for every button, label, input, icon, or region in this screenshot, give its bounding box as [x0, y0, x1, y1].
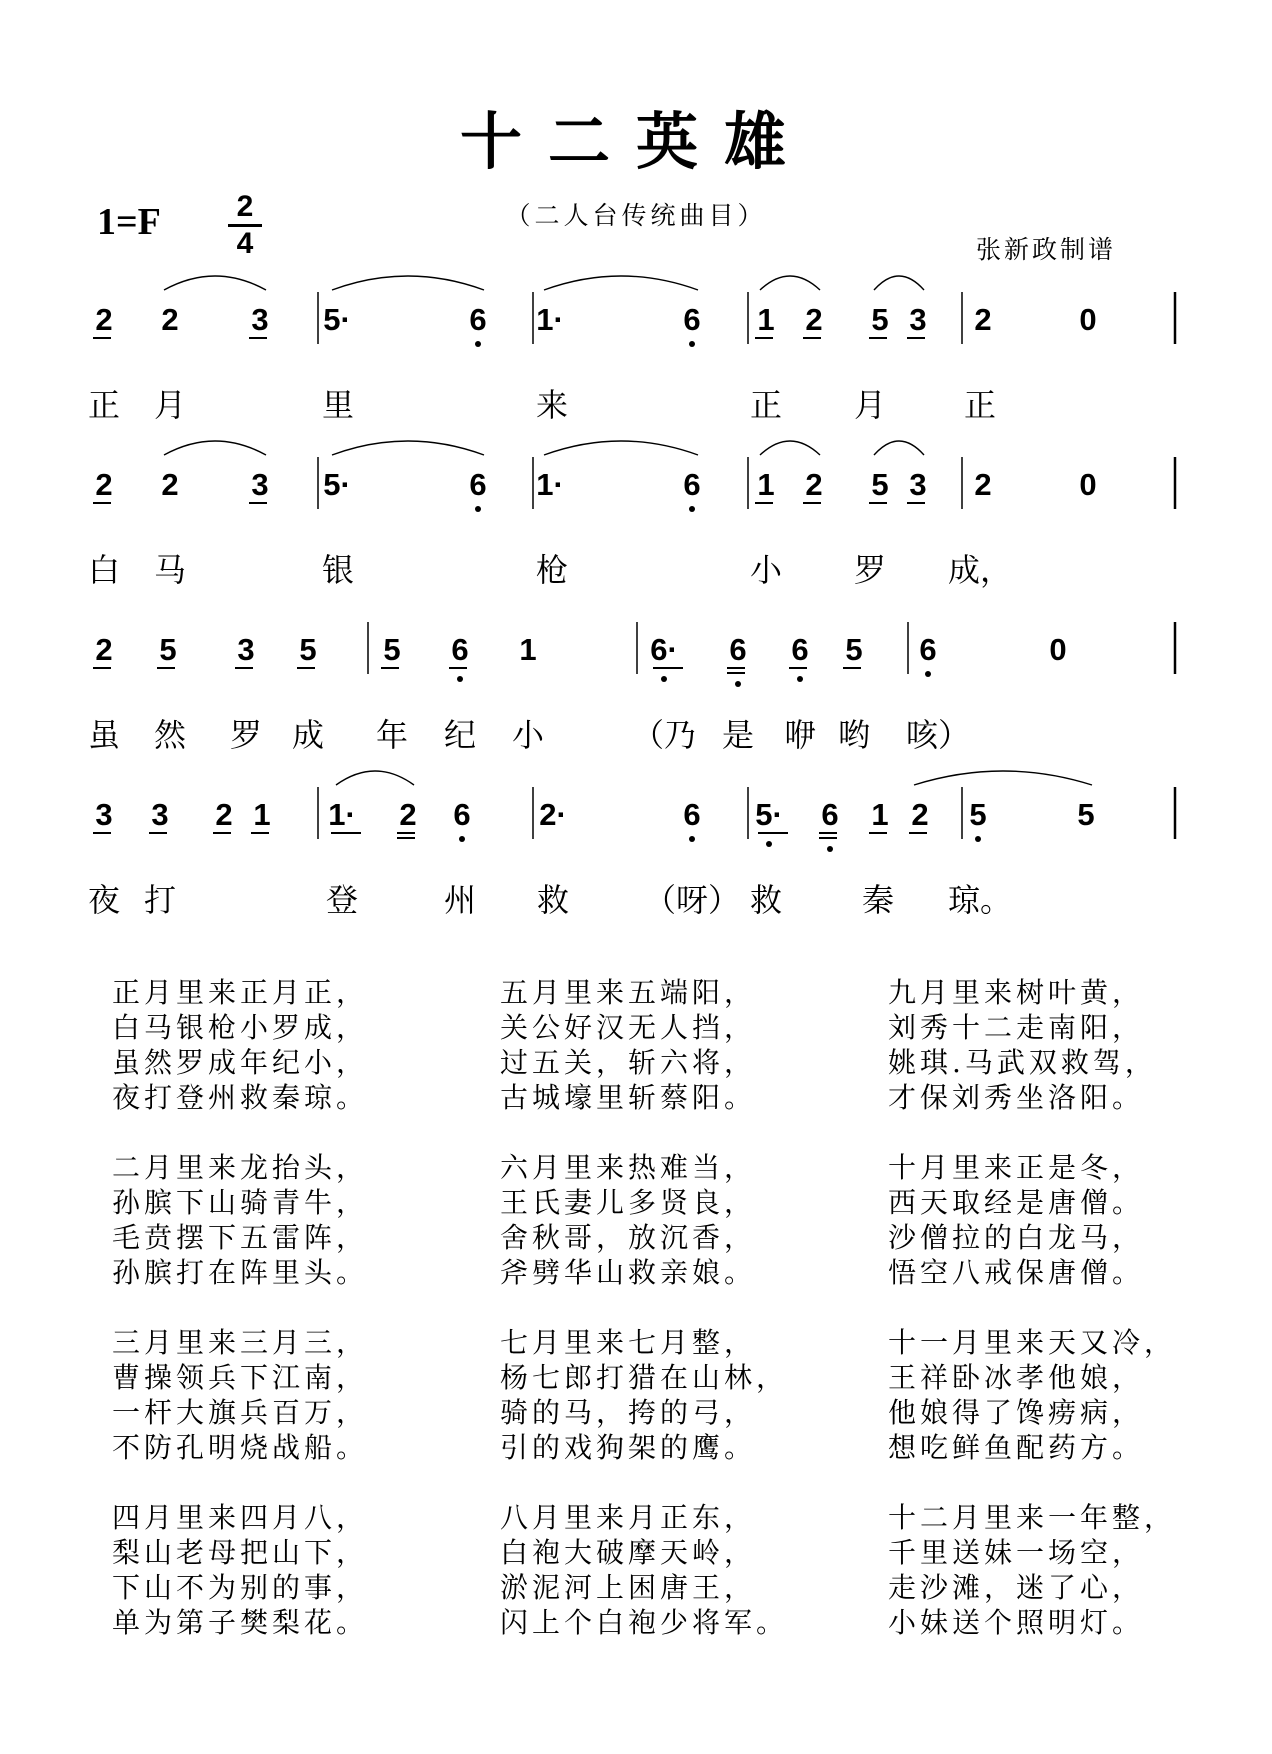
lyric-char: （乃: [631, 716, 697, 754]
time-signature-bottom: 4: [236, 227, 254, 260]
verse-stanza: [500, 975, 756, 1115]
lyric-char: 救: [749, 881, 783, 919]
lyric-char: 哟: [837, 716, 871, 754]
verse-line: 曹操领兵下江南，: [112, 1361, 369, 1394]
note: 6: [683, 302, 701, 337]
verse-stanza: [888, 975, 1157, 1115]
lyric-char: 咳）: [905, 716, 971, 754]
key-signature: 1=F: [97, 201, 161, 243]
verse-line: 引的戏狗架的鹰。: [500, 1431, 757, 1464]
octave-dot: [689, 341, 695, 347]
slur: [164, 276, 266, 290]
note: 5·: [323, 302, 351, 337]
verse-line: 九月里来树叶黄，: [888, 976, 1145, 1009]
verse-line: 斧劈华山救亲娘。: [500, 1256, 757, 1289]
note: 2: [215, 797, 233, 832]
slur: [544, 441, 698, 455]
note: 6: [683, 467, 701, 502]
note: 2: [805, 467, 823, 502]
verse-line: 王氏妻儿多贤良，: [500, 1186, 757, 1219]
verse-line: 杨七郎打猎在山林，: [500, 1361, 789, 1394]
note: 2: [399, 797, 417, 832]
verse-line: 五月里来五端阳，: [500, 976, 757, 1009]
slur: [914, 771, 1092, 785]
lyric-char: 打: [143, 881, 177, 919]
verse-line: 毛贲摆下五雷阵，: [112, 1221, 369, 1254]
verse-line: 八月里来月正东，: [500, 1501, 757, 1534]
verse-line: 正月里来正月正，: [112, 976, 369, 1009]
verse-stanza: [112, 1150, 368, 1290]
verse-stanza: [888, 1500, 1176, 1640]
verse-line: 西天取经是唐僧。: [888, 1186, 1145, 1219]
lyric-char: 小: [749, 551, 783, 589]
verse-line: 夜打登州救秦琼。: [112, 1081, 369, 1114]
note: 5·: [323, 467, 351, 502]
verse-line: 四月里来四月八，: [112, 1501, 369, 1534]
note: 6: [451, 632, 469, 667]
lyric-char: 里: [321, 386, 355, 424]
slur: [544, 276, 698, 290]
lyric-char: （呀）: [643, 881, 741, 919]
note: 5: [299, 632, 317, 667]
octave-dot: [689, 506, 695, 512]
lyric-char: 正: [87, 386, 121, 424]
note: 2: [95, 302, 113, 337]
note: 3: [909, 302, 927, 337]
lyric-char: 登: [325, 881, 359, 919]
note: 3: [251, 302, 269, 337]
lyric-char: 正: [749, 386, 783, 424]
verse-line: 下山不为别的事，: [112, 1571, 369, 1604]
note: 2: [974, 302, 992, 337]
lyric-char: 成: [291, 716, 325, 754]
note: 3: [237, 632, 255, 667]
verse-line: 淤泥河上困唐王，: [500, 1571, 757, 1604]
slur: [874, 276, 924, 290]
note: 2: [911, 797, 929, 832]
note: 5: [969, 797, 987, 832]
verse-line: 才保刘秀坐洛阳。: [888, 1081, 1145, 1114]
slur: [164, 441, 266, 455]
lyric-char: 州: [443, 881, 477, 919]
verse-stanza: [888, 1150, 1144, 1290]
lyric-char: 然: [153, 716, 187, 754]
verse-stanza: [112, 975, 368, 1115]
note: 6: [729, 632, 747, 667]
verse-line: 不防孔明烧战船。: [112, 1431, 369, 1464]
verse-line: 悟空八戒保唐僧。: [888, 1256, 1145, 1289]
octave-dot: [797, 676, 803, 682]
note: 5: [159, 632, 177, 667]
verse-line: 十月里来正是冬，: [888, 1151, 1145, 1184]
verse-line: 过五关，斩六将，: [500, 1046, 757, 1079]
verse-line: 小妹送个照明灯。: [888, 1606, 1145, 1639]
arranger-credit: 张新政制谱: [976, 235, 1117, 264]
slur: [332, 276, 484, 290]
verse-line: 想吃鲜鱼配药方。: [888, 1431, 1145, 1464]
note: 1·: [536, 302, 564, 337]
lyric-char: 月: [853, 386, 887, 424]
lyric-char: 小: [511, 716, 545, 754]
verse-line: 白袍大破摩天岭，: [500, 1536, 757, 1569]
lyric-char: 正: [963, 386, 997, 424]
note: 2: [161, 302, 179, 337]
note: 6: [821, 797, 839, 832]
verse-line: 二月里来龙抬头，: [112, 1151, 369, 1184]
lyric-char: 虽: [87, 716, 121, 754]
lyric-char: 纪: [443, 716, 477, 754]
verse-line: 一杆大旗兵百万，: [112, 1396, 369, 1429]
verse-line: 单为第子樊梨花。: [112, 1606, 369, 1639]
lyric-char: 枪: [535, 551, 569, 589]
lyric-char: 罗: [853, 551, 887, 589]
note: 2: [95, 632, 113, 667]
slur: [874, 441, 924, 455]
lyric-char: 年: [375, 716, 409, 754]
song-subtitle: （二人台传统曲目）: [505, 201, 767, 230]
note: 6: [469, 302, 487, 337]
lyric-char: 琼。: [947, 881, 1013, 919]
song-title: 十二英雄: [459, 105, 812, 178]
note: 6: [453, 797, 471, 832]
note: 3: [151, 797, 169, 832]
verse-line: 孙膑打在阵里头。: [112, 1256, 369, 1289]
lyric-char: 银: [321, 551, 355, 589]
verse-line: 梨山老母把山下，: [112, 1536, 369, 1569]
octave-dot: [827, 846, 833, 852]
note: 1: [519, 632, 537, 667]
verse-line: 姚琪.马武双救驾，: [888, 1046, 1157, 1079]
note: 5: [871, 302, 889, 337]
slur: [332, 441, 484, 455]
note: 2·: [539, 797, 567, 832]
note: 2: [805, 302, 823, 337]
slur: [760, 276, 820, 290]
verse-line: 他娘得了馋痨病，: [888, 1396, 1145, 1429]
verse-line: 古城壕里斩蔡阳。: [500, 1081, 757, 1114]
note: 6: [919, 632, 937, 667]
octave-dot: [975, 836, 981, 842]
verse-line: 刘秀十二走南阳，: [888, 1011, 1145, 1044]
lyric-char: 救: [536, 881, 570, 919]
note: 1: [757, 467, 775, 502]
verse-stanza: [888, 1325, 1176, 1465]
slur: [760, 441, 820, 455]
lyric-char: 秦: [861, 881, 895, 919]
verse-stanza: [112, 1500, 368, 1640]
note: 1: [253, 797, 271, 832]
octave-dot: [689, 836, 695, 842]
note: 1·: [536, 467, 564, 502]
verse-line: 走沙滩，迷了心，: [888, 1571, 1145, 1604]
octave-dot: [661, 676, 667, 682]
lyric-char: 罗: [229, 716, 263, 754]
note: 5: [1077, 797, 1095, 832]
lyric-char: 是: [721, 716, 755, 754]
verse-line: 十一月里来天又冷，: [888, 1326, 1177, 1359]
note: 1·: [328, 797, 356, 832]
verse-line: 千里送妹一场空，: [888, 1536, 1145, 1569]
verse-stanza: [500, 1150, 756, 1290]
lyric-char: 马: [153, 551, 187, 589]
slur: [336, 771, 414, 785]
verse-line: 闪上个白袍少将军。: [500, 1606, 789, 1639]
verse-stanza: [500, 1325, 788, 1465]
octave-dot: [766, 841, 772, 847]
octave-dot: [457, 676, 463, 682]
note: 6: [469, 467, 487, 502]
verse-line: 三月里来三月三，: [112, 1326, 369, 1359]
octave-dot: [735, 681, 741, 687]
verse-line: 骑的马，挎的弓，: [500, 1396, 757, 1429]
verse-line: 十二月里来一年整，: [888, 1501, 1177, 1534]
note: 2: [161, 467, 179, 502]
verse-line: 虽然罗成年纪小，: [112, 1046, 369, 1079]
octave-dot: [459, 836, 465, 842]
note: 5: [871, 467, 889, 502]
lyric-char: 夜: [87, 881, 121, 919]
octave-dot: [475, 341, 481, 347]
lyric-char: 月: [153, 386, 187, 424]
note: 2: [95, 467, 113, 502]
lyric-char: 白: [87, 551, 121, 589]
note: 1: [757, 302, 775, 337]
note: 6·: [650, 632, 678, 667]
verse-stanza: [112, 1325, 368, 1465]
lyric-char: 咿: [783, 716, 817, 754]
note: 0: [1079, 302, 1097, 337]
note: 0: [1049, 632, 1067, 667]
note: 3: [95, 797, 113, 832]
note: 5: [845, 632, 863, 667]
note: 6: [791, 632, 809, 667]
verse-line: 关公好汉无人挡，: [500, 1011, 757, 1044]
note: 3: [251, 467, 269, 502]
verse-line: 七月里来七月整，: [500, 1326, 757, 1359]
verse-line: 沙僧拉的白龙马，: [888, 1221, 1145, 1254]
time-signature-top: 2: [236, 190, 254, 223]
lyric-char: 来: [535, 386, 569, 424]
verse-line: 孙膑下山骑青牛，: [112, 1186, 369, 1219]
verse-line: 王祥卧冰孝他娘，: [888, 1361, 1145, 1394]
note: 2: [974, 467, 992, 502]
octave-dot: [925, 671, 931, 677]
lyric-char: 成，: [947, 551, 1013, 589]
note: 5: [383, 632, 401, 667]
verse-line: 舍秋哥，放沉香，: [500, 1221, 757, 1254]
note: 1: [871, 797, 889, 832]
octave-dot: [475, 506, 481, 512]
verse-line: 白马银枪小罗成，: [112, 1011, 369, 1044]
note: 0: [1079, 467, 1097, 502]
verse-line: 六月里来热难当，: [500, 1151, 757, 1184]
note: 5·: [755, 797, 783, 832]
note: 3: [909, 467, 927, 502]
note: 6: [683, 797, 701, 832]
verse-stanza: [500, 1500, 788, 1640]
